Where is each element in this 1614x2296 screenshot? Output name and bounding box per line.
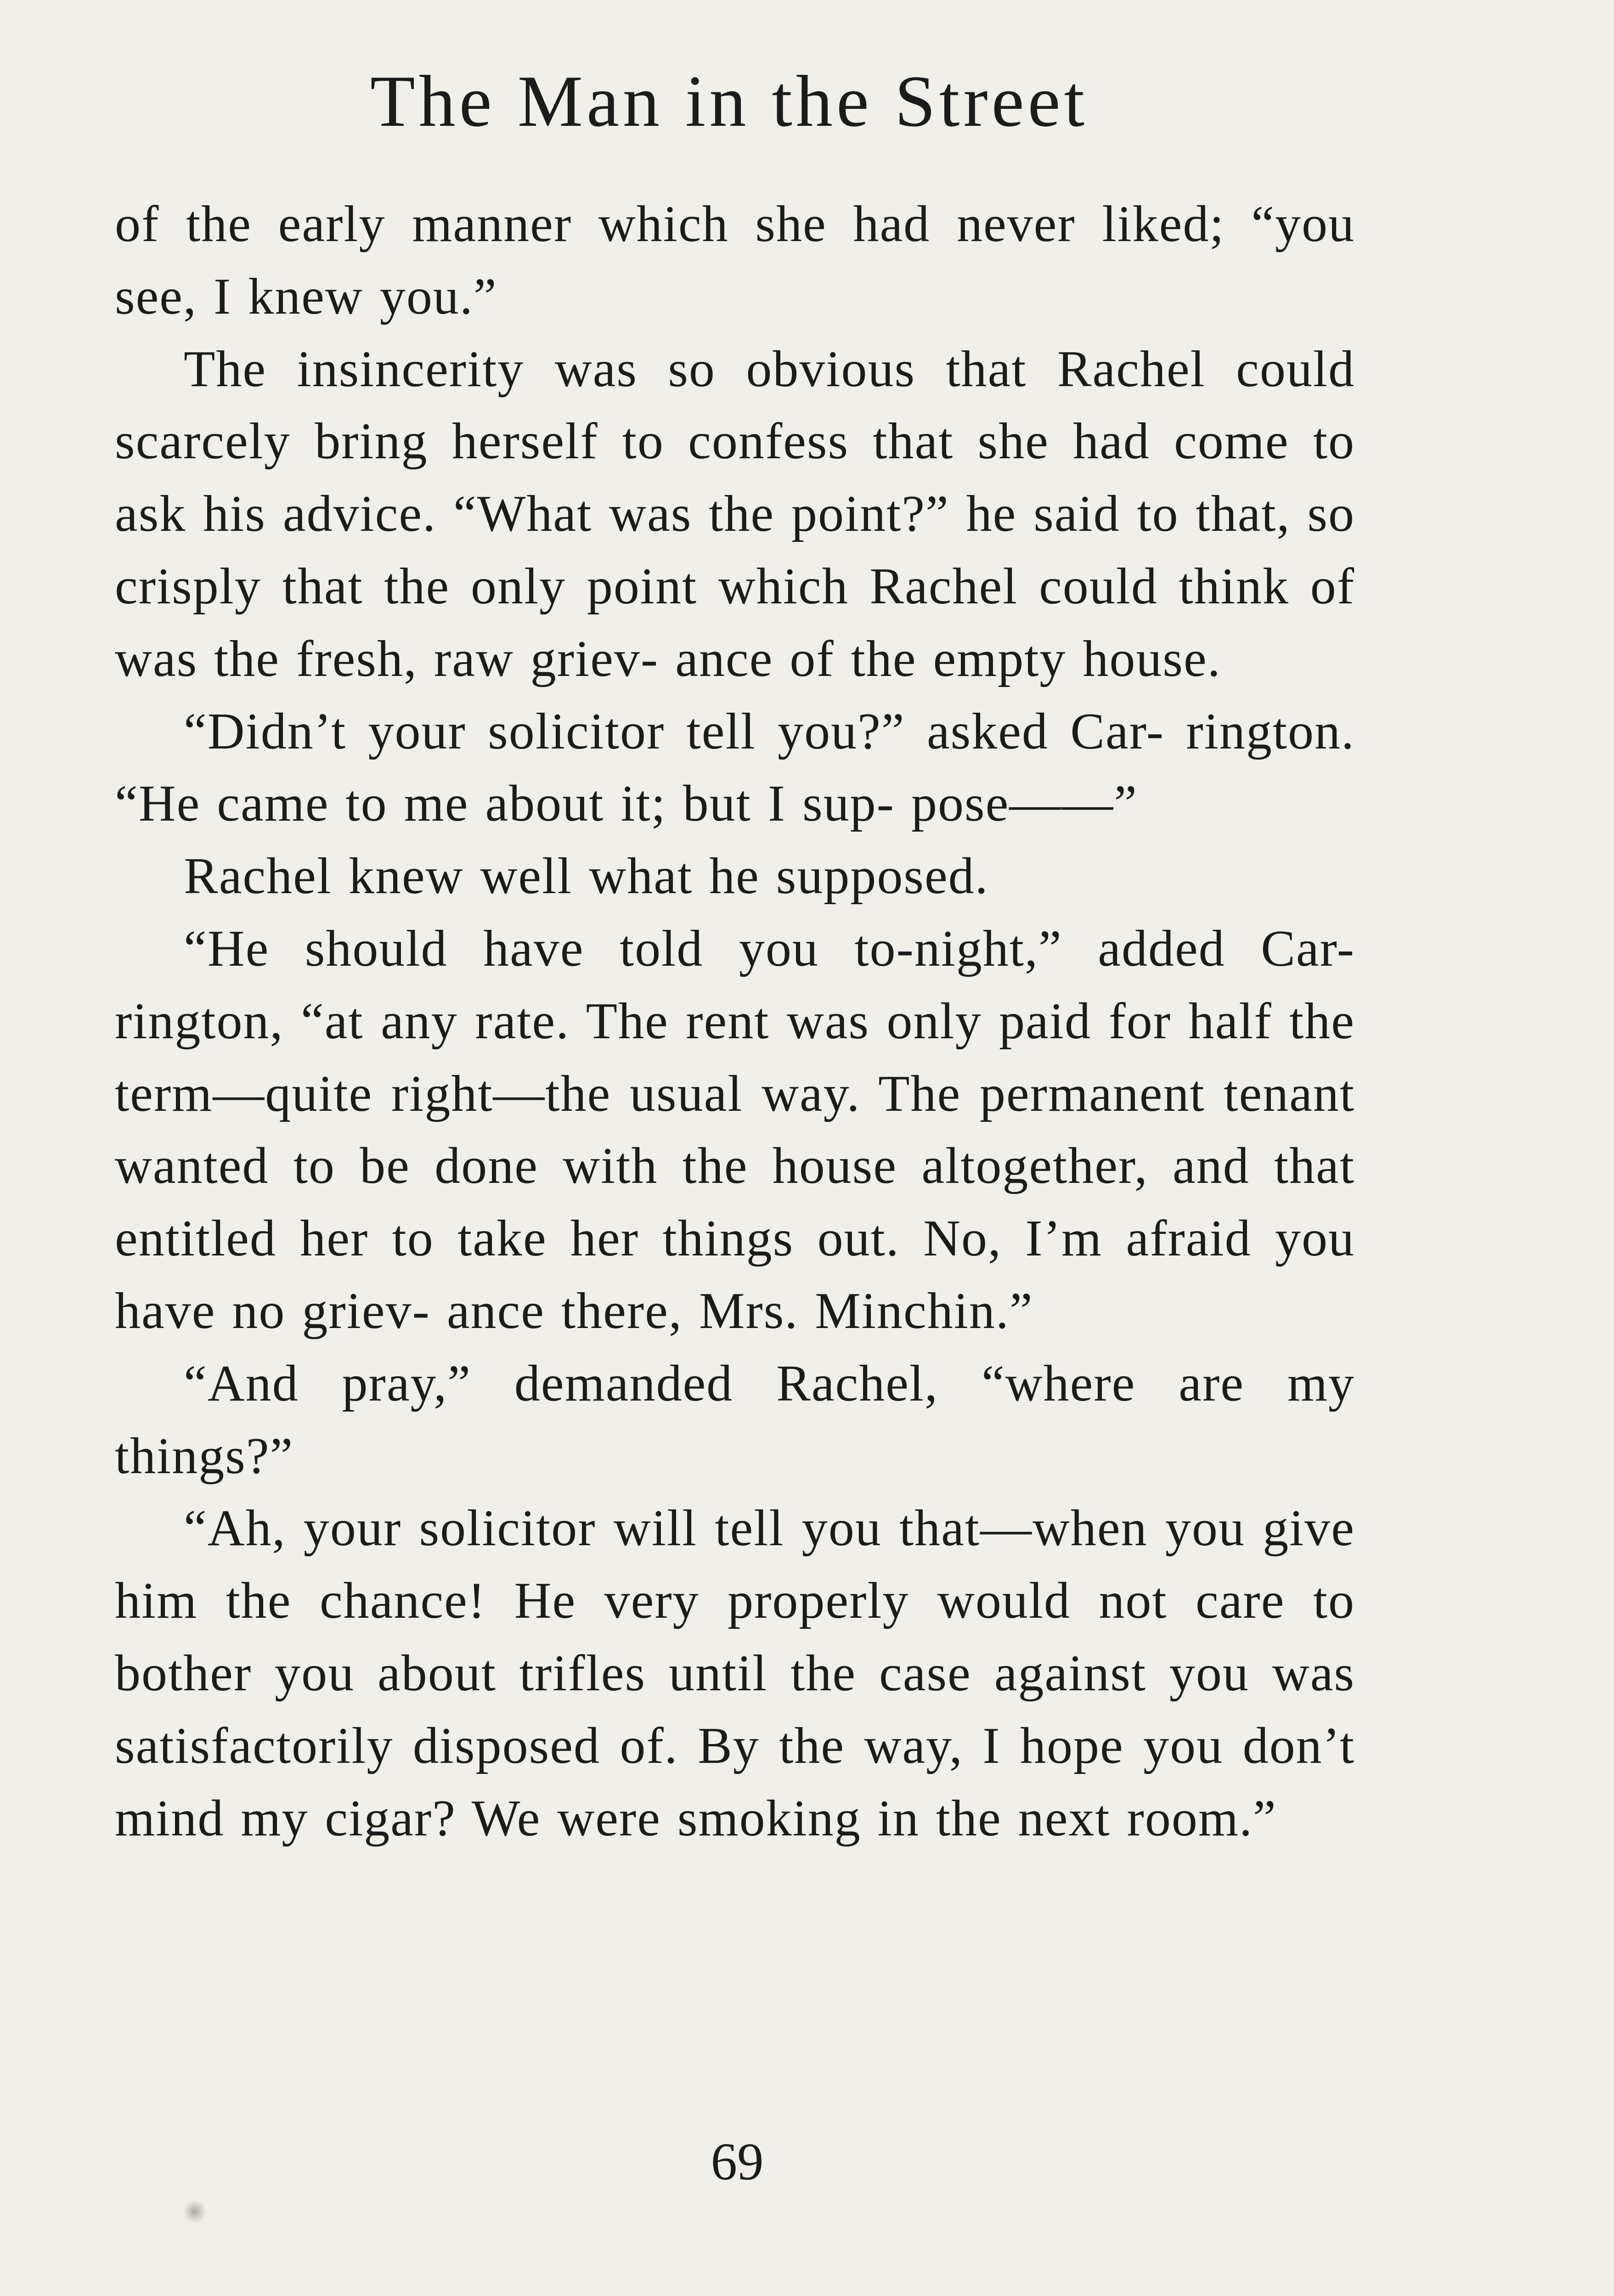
paragraph: “He should have told you to-night,” added Car- rington, “at any rate. The rent was only paid for half the term—quite right—the usual way. The permanent tenant wanted to be done with the house altogether, and that entitled her to take her things out. No, I’m afraid you have no griev- ance there, Mrs. Minchin.” [115,920,1355,1339]
paragraph: of the early manner which she had never liked; “you see, I knew you.” [115,196,1355,325]
paragraph: “Ah, your solicitor will tell you that—when you give him the chance! He very properly would not care to bother you about trifles until the case against you was satisfactorily disposed of. By the way, I hope you don’t mind my cigar? We were smoking in the next room.” [115,1500,1355,1847]
running-title: The Man in the Street [370,60,1089,142]
paragraph: “Didn’t your solicitor tell you?” asked Car- rington. “He came to me about it; but I sup- pose——” [115,703,1355,833]
paragraph: Rachel knew well what he supposed. [184,848,989,905]
paragraph: The insincerity was so obvious that Rachel could scarcely bring herself to confess that she had come to ask his advice. “What was the point?” he said to that, so crisply that the only point which Rachel could think of was the fresh, raw griev- ance of the empty house. [115,340,1355,687]
ink-smudge [183,2200,207,2223]
body-text [115,188,1355,1855]
paragraph: “And pray,” demanded Rachel, “where are my things?” [115,1355,1355,1485]
page-number: 69 [711,2133,764,2191]
